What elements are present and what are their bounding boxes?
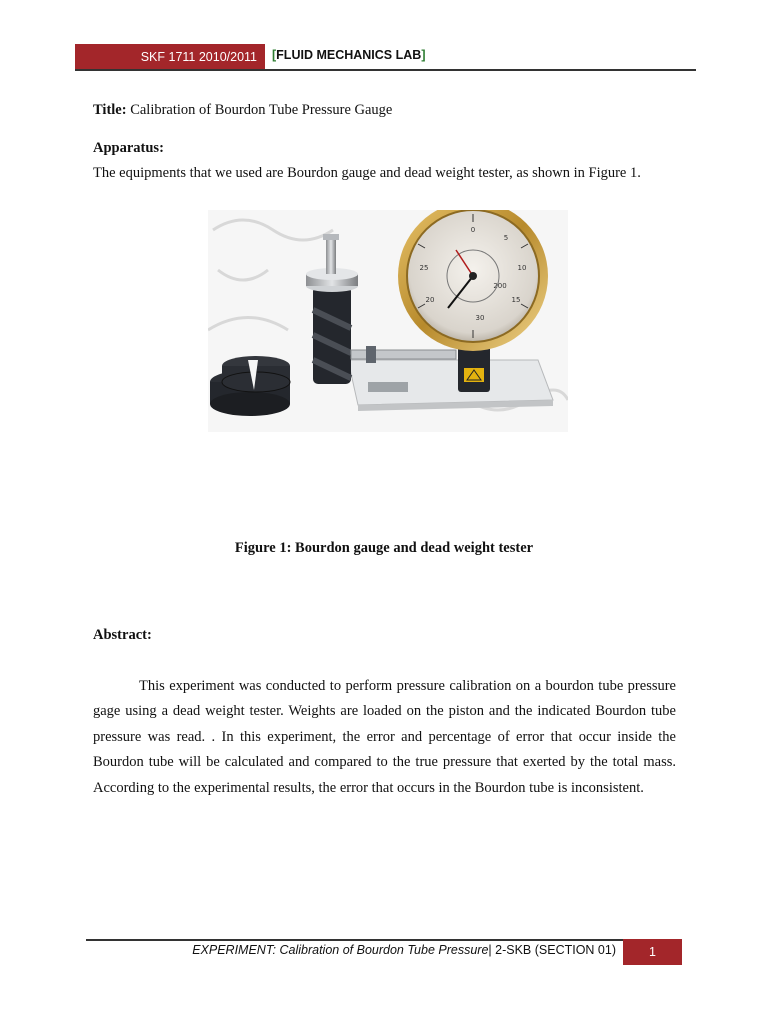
bourdon-gauge-illustration bbox=[208, 210, 568, 432]
footer-experiment-title: EXPERIMENT: Calibration of Bourdon Tube Pressure bbox=[192, 943, 489, 957]
document-title bbox=[93, 102, 392, 119]
lab-title-text: FLUID MECHANICS LAB bbox=[276, 48, 422, 62]
dial-label-20: 20 bbox=[425, 296, 435, 304]
dial-label-25: 25 bbox=[419, 264, 429, 272]
apparatus-heading: Apparatus: bbox=[93, 140, 164, 156]
bracket-open: [ bbox=[272, 48, 277, 62]
dial-label-15: 15 bbox=[511, 296, 521, 304]
page-number: 1 bbox=[649, 945, 656, 959]
dial-label-10: 10 bbox=[517, 264, 527, 272]
footer-experiment bbox=[86, 943, 616, 957]
dial-label-30: 30 bbox=[475, 314, 485, 322]
course-code: SKF 1711 2010/2011 bbox=[140, 50, 257, 64]
footer-rule bbox=[86, 939, 623, 941]
abstract-paragraph: This experiment was conducted to perform pressure calibration on a bourdon tube pressure gage using a dead weight tester. Weights are loaded on the piston and the indicated Bourdon tube pressure was read. . In this experiment, the error and percentage of error that occur inside the Bourdon tube will be calculated and compared to the true pressure that exerted by the total mass. According to the experimental results, the error that occurs in the Bourdon tube is inconsistent. bbox=[93, 678, 676, 796]
abstract-heading: Abstract: bbox=[93, 627, 152, 643]
figure-caption: Figure 1: Bourdon gauge and dead weight tester bbox=[234, 540, 534, 556]
footer-section: | 2-SKB (SECTION 01) bbox=[488, 943, 616, 957]
dial-label-0: 0 bbox=[470, 226, 476, 234]
header-lab-title bbox=[272, 48, 425, 62]
header-course-banner bbox=[75, 44, 265, 70]
dial-label-200: 200 bbox=[493, 282, 507, 290]
page-number-badge bbox=[623, 939, 682, 965]
title-text: Calibration of Bourdon Tube Pressure Gauge bbox=[126, 102, 393, 118]
dial-label-5: 5 bbox=[503, 234, 509, 242]
header-rule bbox=[75, 69, 696, 71]
apparatus-text: The equipments that we used are Bourdon gauge and dead weight tester, as shown in Figure 1. bbox=[93, 165, 641, 181]
figure-image bbox=[208, 210, 568, 432]
title-label: Title: bbox=[93, 102, 127, 118]
bracket-close: ] bbox=[421, 48, 426, 62]
